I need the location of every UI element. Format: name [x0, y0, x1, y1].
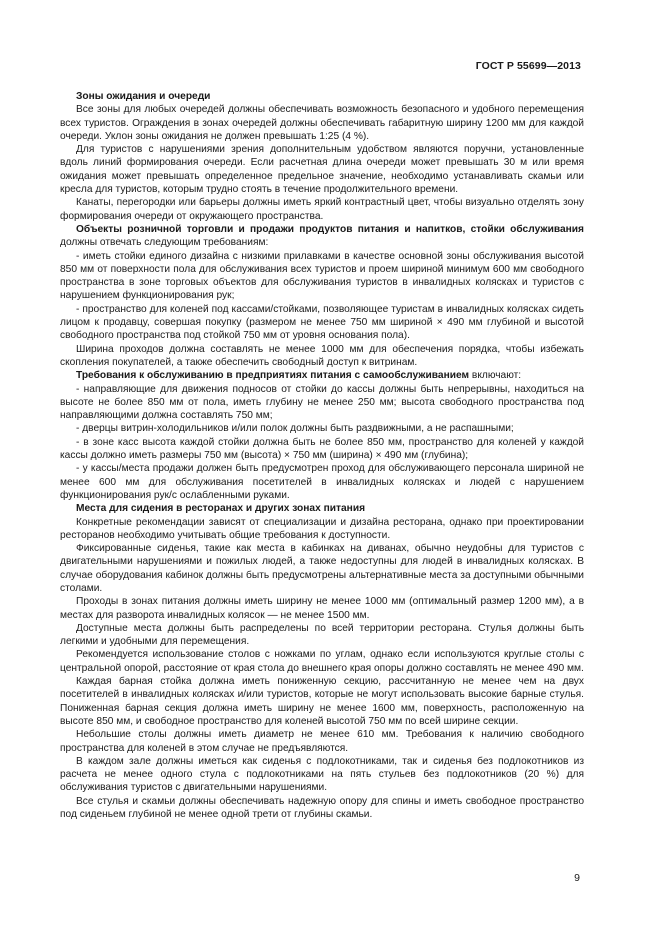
paragraph-text: включают: [469, 370, 522, 382]
list-item: - иметь стойки единого дизайна с низкими прилавками в качестве основной зоны обслуживания высотой 850 мм от поверхности пола для обслуживания всех туристов и проем шириной минимум 600 мм свободного пространства в зоне торговых объектов для обслуживания туристов в инвалидных колясках и туристов с нарушением функционирования рук; [60, 250, 584, 302]
list-item: - у кассы/места продажи должен быть предусмотрен проход для обслуживающего персонала шириной не менее 600 мм для обслуживания посетителей в инвалидных колясках и людей с нарушением функционирования рук/с ослабленными руками. [60, 463, 584, 501]
list-item: - направляющие для движения подносов от стойки до кассы должны быть непрерывны, находиться на высоте не более 850 мм от пола, иметь глубину не менее 250 мм; высота свободного пространства под направляющими должна составлять 750 мм; [60, 383, 584, 422]
section-heading-waiting-zones: Зоны ожидания и очереди [76, 91, 211, 102]
paragraph: В каждом зале должны иметься как сиденья с подлокотниками, так и сиденья без подлокотников из расчета не менее одного стула с подлокотниками на пять стульев без подлокотников (20 %) для обслуживания туристов с двигательными нарушениями. [60, 755, 584, 794]
paragraph: Канаты, перегородки или барьеры должны иметь яркий контрастный цвет, чтобы визуально отделять зону формирования очереди от окружающего пространства. [60, 197, 584, 222]
paragraph: Для туристов с нарушениями зрения дополнительным удобством являются поручни, установленные вдоль линий формирования очереди. Если расчетная длина очереди может превышать 30 м или время ожидания может превышать определенное предельное значение, необходимо устанавливать скамьи или кресла для туристов, которым трудно стоять в течение продолжительного времени. [60, 144, 584, 196]
paragraph: Каждая барная стойка должна иметь пониженную секцию, рассчитанную не менее чем на двух посетителей в инвалидных колясках и/или туристов, которые не могут использовать высокие барные стулья. Пониженная барная секция должна иметь ширину не менее 1600 мм, поверхность, расположенную на высоте 850 мм, и свободное пространство для коленей высотой 750 мм по всей ширине секции. [60, 676, 584, 727]
paragraph: Небольшие столы должны иметь диаметр не менее 610 мм. Требования к наличию свободного пространства для коленей в этом случае не предъявляются. [60, 729, 584, 754]
paragraph: Все стулья и скамьи должны обеспечивать надежную опору для спины и иметь свободное пространство под сиденьем глубиной не менее одной трети от глубины скамьи. [60, 795, 584, 821]
document-header: ГОСТ Р 55699—2013 [475, 60, 581, 72]
list-item: - в зоне касс высота каждой стойки должна быть не более 850 мм, пространство для коленей у каждой кассы должно иметь размеры 750 мм (высота) × 750 мм (ширина) × 490 мм (глубина); [60, 436, 584, 462]
list-item: - пространство для коленей под кассами/стойками, позволяющее туристам в инвалидных колясках сидеть лицом к продавцу, совершая покупку (размером не менее 750 мм шириной × 490 мм глубиной и высотой свободного пространства под стойкой 750 мм от уровня основания пола). [60, 303, 584, 342]
paragraph [60, 223, 584, 250]
paragraph: Конкретные рекомендации зависят от специализации и дизайна ресторана, однако при проектировании ресторанов необходимо учитывать общие требования к доступности. [60, 516, 584, 541]
page-number: 9 [574, 872, 580, 884]
document-body [60, 90, 584, 821]
paragraph: Рекомендуется использование столов с ножками по углам, однако если используются круглые столы с центральной опорой, расстояние от края стола до внешнего края опоры должно составлять не менее 490 мм. [60, 649, 584, 674]
paragraph: Доступные места должны быть распределены по всей территории ресторана. Стулья должны быть легкими и удобными для перемещения. [60, 622, 584, 648]
section-heading-seating: Места для сидения в ресторанах и других зонах питания [76, 503, 366, 515]
paragraph: Ширина проходов должна составлять не менее 1000 мм для обеспечения порядка, чтобы избежать скопления покупателей, а также обеспечить свободный доступ к витринам. [60, 343, 584, 368]
inline-heading-retail: Объекты розничной торговли и продажи продуктов питания и напитков, стойки обслуживания [76, 223, 584, 235]
paragraph: Проходы в зонах питания должны иметь ширину не менее 1000 мм (оптимальный размер 1200 мм), а в местах для разворота инвалидных колясок — не менее 1500 мм. [60, 596, 584, 621]
paragraph: Фиксированные сиденья, такие как места в кабинках на диванах, обычно неудобны для туристов с двигательными нарушениями и пожилых людей, а также недоступны для людей в инвалидных колясках. В случае оборудования кабинок должны быть предусмотрены альтернативные места за доступными обычными столами. [60, 543, 584, 594]
paragraph [60, 369, 584, 382]
paragraph-text: должны отвечать следующим требованиям: [60, 237, 269, 249]
list-item: - дверцы витрин-холодильников и/или полок должны быть раздвижными, а не распашными; [76, 423, 514, 435]
inline-heading-self-service: Требования к обслуживанию в предприятиях питания с самообслуживанием [76, 370, 470, 382]
paragraph: Все зоны для любых очередей должны обеспечивать возможность безопасного и удобного перемещения всех туристов. Ограждения в зонах очередей должны обеспечивать габаритную ширину 1200 мм для каждой очереди. Уклон зоны ожидания не должен превышать 1:25 (4 %). [60, 104, 584, 142]
